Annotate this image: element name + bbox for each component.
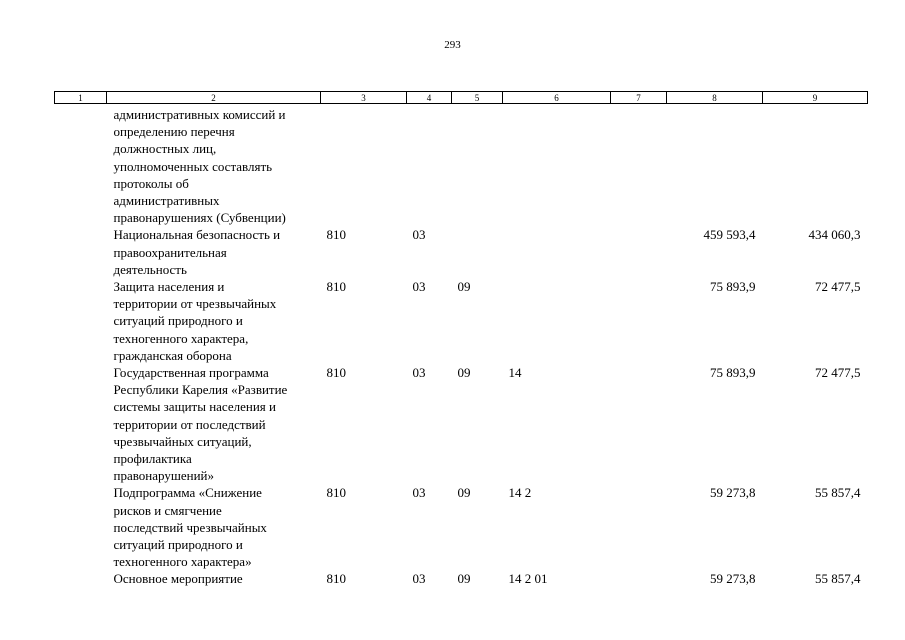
item-name-line: гражданская оборона	[113, 347, 232, 363]
target-article-cell	[503, 226, 611, 278]
subsection-code-cell	[452, 226, 503, 278]
ministry-code-cell: 810	[326, 279, 346, 295]
row-number-cell	[55, 104, 107, 227]
table-row	[55, 570, 868, 587]
item-name-line: территории от последствий	[113, 416, 266, 432]
item-name-line: рисков и смягчение	[113, 502, 222, 518]
section-code-cell: 03	[412, 571, 426, 587]
row-number-cell	[55, 278, 107, 364]
item-name-line: системы защиты населения и	[113, 399, 276, 415]
subsection-code-cell: 09	[457, 485, 471, 501]
expense-type-cell	[611, 278, 667, 364]
header-cell-col-7: 7	[611, 92, 667, 104]
table-body	[55, 104, 868, 588]
amount-col-9-cell: 55 857,4	[815, 571, 861, 587]
row-number-cell	[55, 570, 107, 587]
target-article-cell: 14	[508, 365, 522, 381]
table-row	[55, 104, 868, 227]
amount-col-8-cell: 75 893,9	[710, 279, 756, 295]
section-code-cell	[407, 104, 452, 227]
item-name-line: профилактика	[113, 451, 192, 467]
amount-col-8-cell: 59 273,8	[710, 571, 756, 587]
amount-col-8-cell: 75 893,9	[710, 365, 756, 381]
header-cell-col-8: 8	[667, 92, 763, 104]
item-name-line: чрезвычайных ситуаций,	[113, 433, 252, 449]
item-name-line: определению перечня	[113, 124, 235, 140]
section-code-cell: 03	[412, 279, 426, 295]
ministry-code-cell: 810	[326, 571, 346, 587]
budget-table	[54, 91, 868, 588]
item-name-line: техногенного характера,	[113, 330, 249, 346]
header-cell-col-5: 5	[452, 92, 503, 104]
item-name-line: последствий чрезвычайных	[113, 519, 267, 535]
table-row	[55, 278, 868, 364]
ministry-code-cell: 810	[326, 485, 346, 501]
table-row	[55, 364, 868, 484]
ministry-code-cell: 810	[326, 365, 346, 381]
item-name-cell	[107, 278, 321, 364]
expense-type-cell	[611, 484, 667, 570]
item-name-line: Защита населения и	[113, 279, 225, 295]
item-name-line: Подпрограмма «Снижение	[113, 485, 262, 501]
amount-col-8-cell	[667, 104, 763, 227]
item-name-line: административных комиссий и	[113, 107, 286, 122]
item-name-cell	[107, 226, 321, 278]
header-cell-col-9: 9	[763, 92, 868, 104]
target-article-cell	[503, 278, 611, 364]
ministry-code-cell: 810	[326, 227, 346, 243]
item-name-line: техногенного характера»	[113, 554, 252, 570]
page-number: 293	[444, 39, 461, 51]
target-article-cell: 14 2 01	[508, 571, 548, 587]
expense-type-cell	[611, 104, 667, 227]
item-name-line: уполномоченных составлять	[113, 158, 273, 174]
section-code-cell: 03	[412, 485, 426, 501]
item-name-line: Основное мероприятие	[113, 571, 243, 587]
header-cell-col-2: 2	[107, 92, 321, 104]
subsection-code-cell: 09	[457, 279, 471, 295]
budget-table-wrapper	[54, 91, 868, 588]
amount-col-9-cell: 55 857,4	[815, 485, 861, 501]
section-code-cell: 03	[412, 227, 426, 243]
item-name-line: административных	[113, 193, 220, 209]
subsection-code-cell: 09	[457, 365, 471, 381]
table-row	[55, 226, 868, 278]
item-name-cell	[107, 484, 321, 570]
item-name-line: правоохранительная	[113, 244, 227, 260]
amount-col-8-cell: 59 273,8	[710, 485, 756, 501]
item-name-line: Государственная программа	[113, 365, 269, 381]
amount-col-9-cell: 72 477,5	[815, 365, 861, 381]
item-name-line: Республики Карелия «Развитие	[113, 382, 288, 398]
table-header	[55, 92, 868, 104]
item-name-line: Национальная безопасность и	[113, 227, 281, 243]
item-name-line: правонарушениях (Субвенции)	[113, 210, 286, 226]
item-name-line: территории от чрезвычайных	[113, 296, 277, 312]
row-number-cell	[55, 364, 107, 484]
subsection-code-cell: 09	[457, 571, 471, 587]
ministry-code-cell	[321, 104, 407, 227]
expense-type-cell	[611, 364, 667, 484]
item-name-line: протоколы об	[113, 175, 189, 191]
header-cell-col-3: 3	[321, 92, 407, 104]
row-number-cell	[55, 484, 107, 570]
item-name-cell	[107, 104, 321, 227]
row-number-cell	[55, 226, 107, 278]
table-row	[55, 484, 868, 570]
target-article-cell: 14 2	[508, 485, 532, 501]
header-cell-col-6: 6	[503, 92, 611, 104]
expense-type-cell	[611, 570, 667, 587]
expense-type-cell	[611, 226, 667, 278]
item-name-line: ситуаций природного и	[113, 313, 243, 329]
target-article-cell	[503, 104, 611, 227]
header-cell-col-4: 4	[407, 92, 452, 104]
item-name-cell	[107, 364, 321, 484]
amount-col-9-cell: 72 477,5	[815, 279, 861, 295]
header-row	[55, 92, 868, 104]
amount-col-8-cell: 459 593,4	[703, 227, 756, 243]
item-name-line: деятельность	[113, 261, 187, 277]
subsection-code-cell	[452, 104, 503, 227]
item-name-line: должностных лиц,	[113, 141, 217, 157]
item-name-line: ситуаций природного и	[113, 537, 243, 553]
amount-col-9-cell	[763, 104, 868, 227]
amount-col-9-cell: 434 060,3	[808, 227, 861, 243]
item-name-cell	[107, 570, 321, 587]
item-name-line: правонарушений»	[113, 468, 214, 484]
section-code-cell: 03	[412, 365, 426, 381]
header-cell-col-1: 1	[55, 92, 107, 104]
